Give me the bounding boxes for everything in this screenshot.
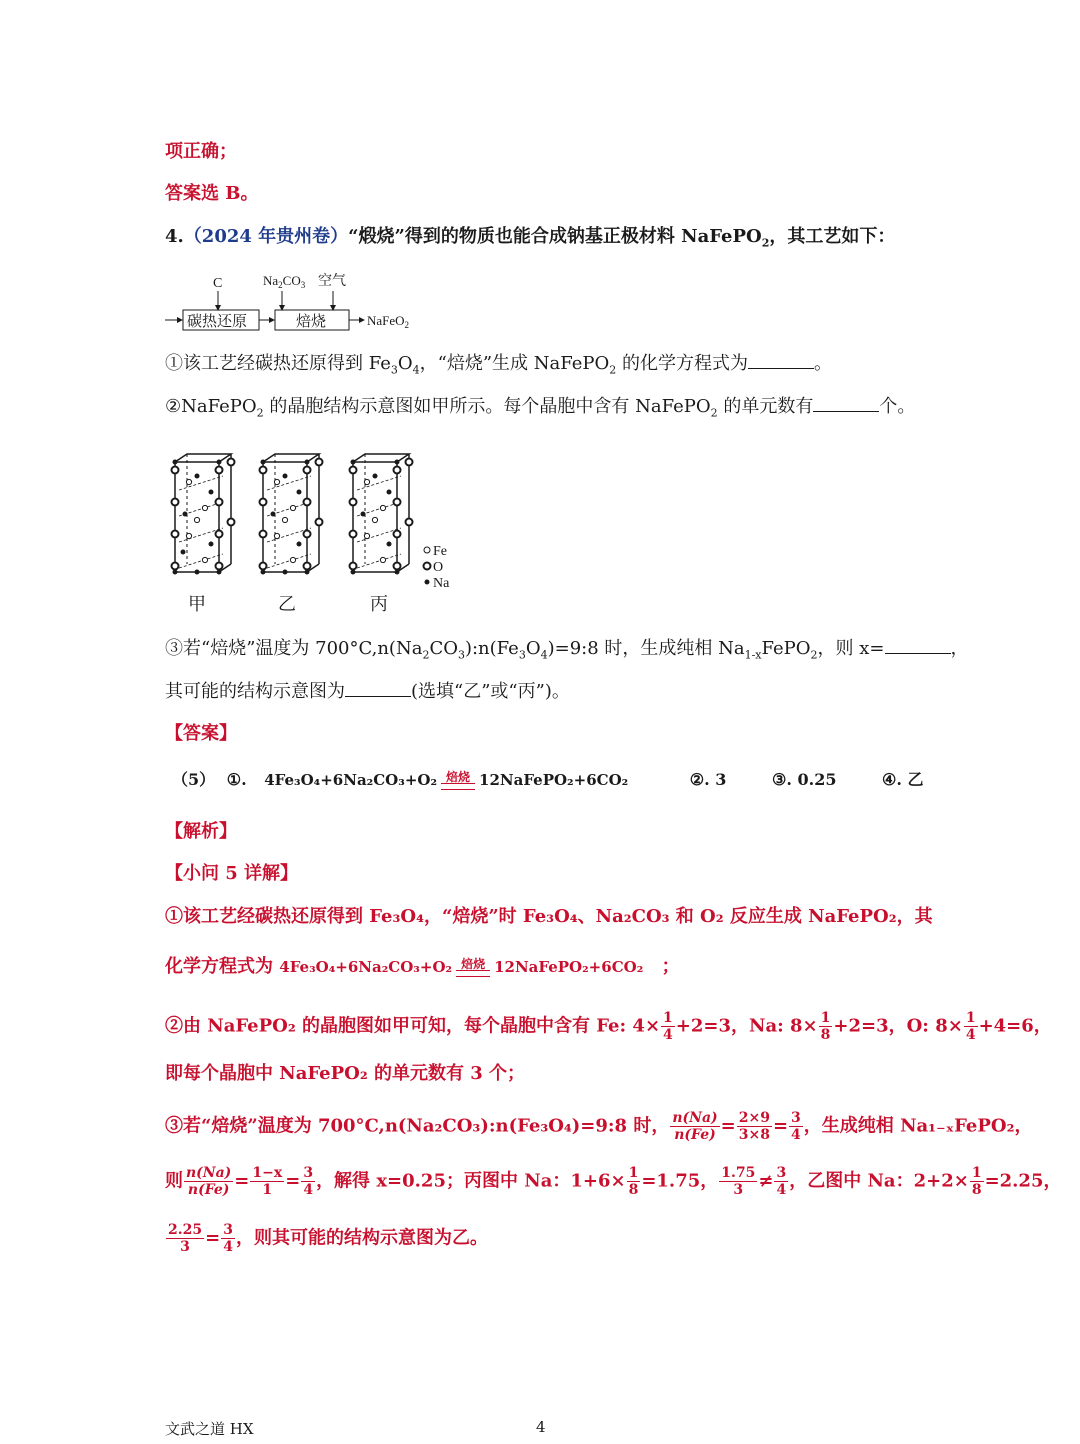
p4-e: =2.25， [984,1170,1062,1192]
question-source: （2024 年贵州卷） [183,226,349,247]
flow-input-air: 空气 [318,274,346,289]
analysis-subheading: 【小问 5 详解】 [165,863,299,884]
question-number: 4. [165,226,184,247]
eq-sign-1: = [720,1115,736,1137]
intro-end: ，其工艺如下： [769,226,896,247]
legend-na-symbol [425,580,430,585]
q2-text-a: ②NaFePO [165,396,257,417]
flow-product: NaFeO$_2$ [367,313,410,330]
answer-item-3: ③. 0.25 [772,770,837,789]
fraction-n-ratio: $\frac{n(Na)}{n(Fe)}$ [672,1110,718,1143]
answer-blank-2[interactable] [813,395,879,412]
q1-text-b: ，“焙烧”生成 NaFePO [419,353,610,374]
answer-eq-condition: 焙烧 [441,771,475,790]
q3-text-e: ，则 x= [817,638,885,659]
fraction-one-eighth-b: $\frac{1}{8}$ [628,1165,639,1198]
analysis-p1-line1: ①该工艺经碳热还原得到 Fe₃O₄，“焙烧”时 Fe₃O₄、Na₂CO₃ 和 O₂ 反应生成 NaFePO₂，其 [165,906,933,927]
crystal-cell-bing [350,454,413,575]
fraction-175-3: $\frac{1.75}{3}$ [721,1165,756,1198]
process-flow-diagram [165,265,435,340]
p1-eq-right: 12NaFePO₂+6CO₂ [494,958,644,976]
question-part-2: ②NaFePO$_2$ 的晶胞结构示意图如甲所示。每个晶胞中含有 NaFePO$_2$ 的单元数有 个。 [165,396,916,420]
fraction-n-ratio-b: $\frac{n(Na)}{n(Fe)}$ [186,1165,232,1198]
q3-text-d: FePO [761,638,811,659]
label-yi: 乙 [278,594,296,615]
fraction-3-4-c: $\frac{3}{4}$ [776,1165,787,1198]
eq-sign-5: = [205,1227,221,1249]
prev-answer: 答案选 B。 [165,183,259,204]
q3-text-c: )=9:8 时，生成纯相 Na [547,638,745,659]
flow-box-2-label: 焙烧 [296,312,327,330]
p4-a: 则 [165,1170,183,1192]
legend-fe-symbol [424,547,430,553]
fraction-one-quarter-b: $\frac{1}{4}$ [965,1010,976,1043]
q1-text-c: 的化学方程式为 [616,353,749,374]
legend-o: O [433,560,444,575]
prev-line-1: 项正确； [165,141,237,162]
neq-sign: ≠ [758,1170,774,1192]
p1-eq-condition: 焙烧 [456,958,490,977]
page-number: 4 [536,1418,546,1436]
p4-b: ，解得 x=0.25；丙图中 Na：1+6× [316,1170,626,1192]
eq-sign-2: = [772,1115,789,1137]
p5-end: ，则其可能的结构示意图为乙。 [235,1227,488,1249]
q3-text-a: ③若“焙烧”温度为 700°C,n(Na [165,638,423,659]
answer-blank-4[interactable] [345,680,411,697]
analysis-p3-line1 [165,1110,1032,1143]
answer-line [172,768,924,792]
p1-eq-left: 4Fe₃O₄+6Na₂CO₃+O₂ [279,958,453,976]
legend-na: Na [433,576,450,591]
analysis-p2-line1 [165,1010,1052,1043]
answer-blank-1[interactable] [748,352,814,369]
answer-prefix: （5） [172,770,216,789]
answer-item-1-label: ①. [226,770,247,789]
crystal-cell-yi [260,454,323,575]
question-part-1: ①该工艺经碳热还原得到 $Fe_3O_4$，“焙烧”生成 NaFePO$_2$ 的化学方程式为 。 [165,353,833,377]
flow-box-1-label: 碳热还原 [187,312,248,330]
p4-d: ，乙图中 Na：2+2× [789,1170,969,1192]
q3-end: ， [950,638,969,659]
p2-d: +4=6， [978,1015,1052,1037]
analysis-p1-line2 [165,955,680,979]
p3-b: ，生成纯相 Na₁₋ₓFePO₂， [803,1115,1033,1137]
fraction-one-eighth-c: $\frac{1}{8}$ [971,1165,982,1198]
p2-b: +2=3，Na: 8× [675,1015,818,1037]
intro-text: “煅烧”得到的物质也能合成钠基正极材料 NaFePO [348,226,762,247]
fraction-one-quarter: $\frac{1}{4}$ [663,1010,673,1043]
crystal-structure-figure [165,440,465,620]
fraction-2x9-3x8: $\frac{2\times 9}{3\times 8}$ [738,1110,770,1143]
fraction-3-4-d: $\frac{3}{4}$ [223,1222,233,1255]
p3-a: ③若“焙烧”温度为 700°C,n(Na₂CO₃):n(Fe₃O₄)=9:8 时， [165,1115,670,1137]
answer-heading: 【答案】 [165,723,237,744]
question-part-3: ③若“焙烧”温度为 $700^\circ C,n(Na_2CO_3):n(Fe_3O_4)=9:8$ 时，生成纯相 $Na_{1-x}FePO_2$，则 x= ， [165,638,969,662]
analysis-heading: 【解析】 [165,821,237,842]
q3-line2-a: 其可能的结构示意图为 [165,681,345,702]
fraction-3-4: $\frac{3}{4}$ [791,1110,801,1143]
q1-text-a: ①该工艺经碳热还原得到 Fe [165,353,391,374]
answer-item-4: ④. 乙 [882,770,924,789]
q3-text-b: ):n(Fe [464,638,519,659]
p4-c: =1.75， [641,1170,719,1192]
fraction-1-x: $\frac{1-x}{1}$ [252,1165,283,1198]
p2-c: +2=3，O: 8× [833,1015,963,1037]
analysis-p2-line2: 即每个晶胞中 NaFePO₂ 的单元数有 3 个； [165,1063,526,1084]
q2-text-b: 的晶胞结构示意图如甲所示。每个晶胞中含有 NaFePO [263,396,711,417]
fraction-3-4-b: $\frac{3}{4}$ [303,1165,314,1198]
crystal-cell-jia [172,454,235,575]
q2-end: 个。 [879,396,916,417]
q3-line2-b: (选填“乙”或“丙”)。 [411,681,570,702]
answer-blank-3[interactable] [885,637,951,654]
p2-a: ②由 NaFePO₂ 的晶胞图如甲可知，每个晶胞中含有 Fe: 4× [165,1015,661,1037]
q1-end: 。 [814,353,833,374]
answer-eq-right: 12NaFePO₂+6CO₂ [479,771,629,789]
fraction-225-3: $\frac{2.25}{3}$ [168,1222,203,1255]
legend [424,544,451,591]
analysis-p5-line [165,1222,488,1255]
q2-text-c: 的单元数有 [717,396,814,417]
question-intro: 4.（2024 年贵州卷）“煅烧”得到的物质也能合成钠基正极材料 NaFePO$_2$，其工艺如下： [165,226,896,250]
eq-sign-4: = [285,1170,301,1192]
legend-fe: Fe [433,544,447,559]
label-bing: 丙 [370,594,388,615]
legend-o-symbol [424,563,431,570]
answer-item-2: ②. 3 [689,770,727,789]
answer-eq-left: 4Fe₃O₄+6Na₂CO₃+O₂ [264,771,438,789]
fraction-one-eighth: $\frac{1}{8}$ [820,1010,831,1043]
eq-sign-3: = [234,1170,250,1192]
analysis-p4-line [165,1165,1061,1198]
flow-input-c: C [213,276,223,291]
p1-end: ； [661,956,680,977]
footer-source: 文武之道 HX [165,1420,254,1438]
flow-input-na2co3: $Na_2CO_3$ [263,273,306,290]
question-part-3-line-2 [165,680,570,704]
label-jia: 甲 [188,594,206,615]
p1-text: 化学方程式为 [165,956,273,977]
